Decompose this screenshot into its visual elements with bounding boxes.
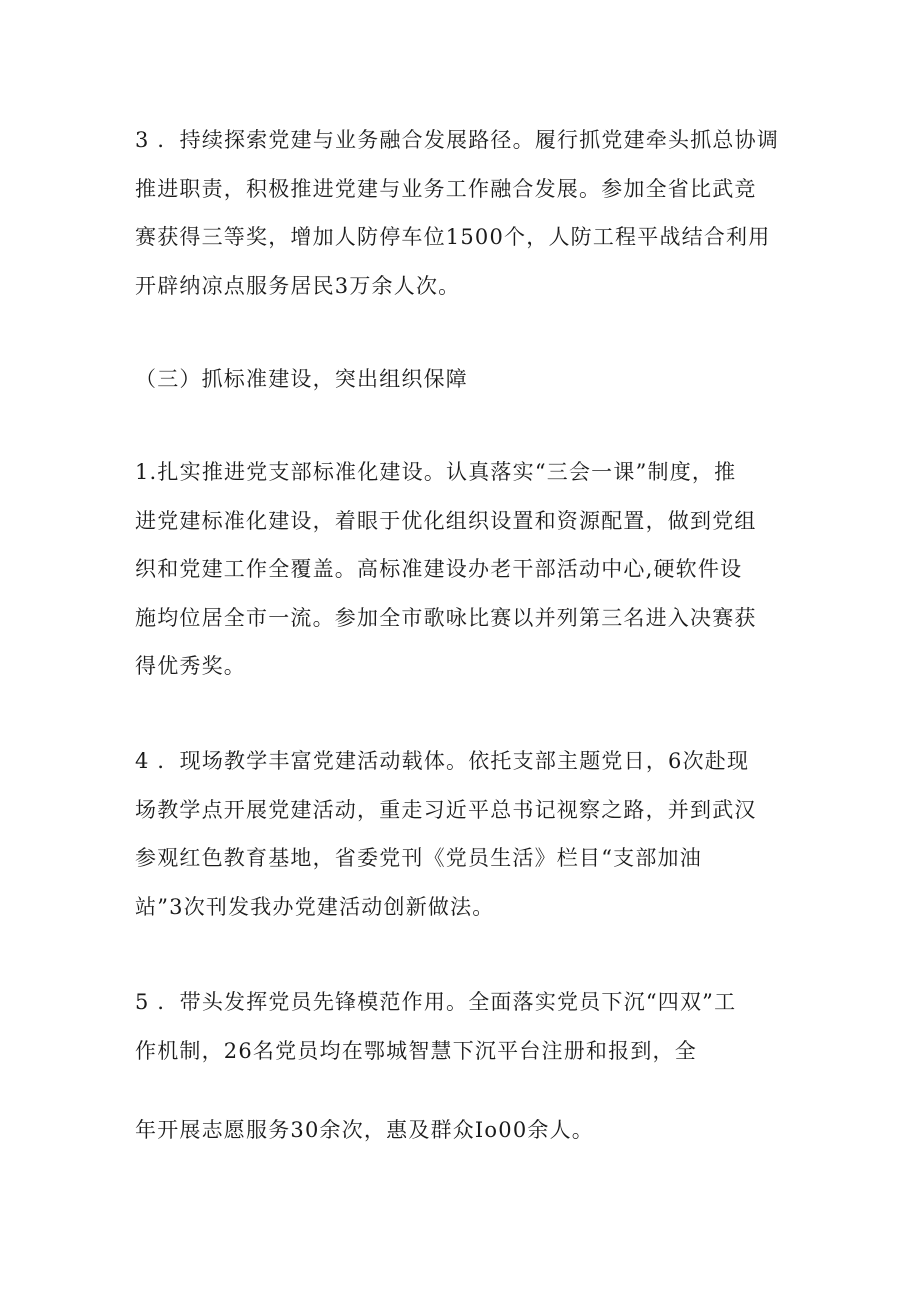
text-line: 参观红色教育基地，省委党刊《党员生活》栏目“支部加油 (135, 846, 702, 870)
text-line: 得优秀奖。 (135, 654, 246, 678)
text-line: 场教学点开展党建活动，重走习近平总书记视察之路，并到武汉 (135, 797, 757, 822)
text-line: 赛获得三等奖，增加人防停车位1500个，人防工程平战结合利用 (135, 225, 771, 249)
paragraph-item-5-vanguard-role (135, 978, 790, 1075)
text-line: 1.扎实推进党支部标准化建设。认真落实“三会一课”制度，推 (135, 460, 737, 484)
text-line: 年开展志愿服务30余次，惠及群众Io00余人。 (135, 1118, 594, 1142)
text-line: 3 ．持续探索党建与业务融合发展路径。履行抓党建牵头抓总协调 (135, 128, 780, 152)
paragraph-item-1-branch-standardization (135, 448, 790, 691)
text-line: 推进职责，积极推进党建与业务工作融合发展。参加全省比武竞 (135, 176, 757, 201)
text-line: 站”3次刊发我办党建活动创新做法。 (135, 894, 495, 919)
paragraph-item-5-continuation (135, 1106, 790, 1155)
text-line: 进党建标准化建设，着眼于优化组织设置和资源配置，做到党组 (135, 508, 757, 533)
text-line: 施均位居全市一流。参加全市歌咏比赛以并列第三名进入决赛获 (135, 605, 757, 630)
text-line: 织和党建工作全覆盖。高标准建设办老干部活动中心,硬软件设 (135, 557, 743, 581)
paragraph-item-3-party-business-integration (135, 116, 790, 310)
text-line: 5 ．带头发挥党员先锋模范作用。全面落实党员下沉“四双”工 (135, 990, 737, 1014)
text-line: 作机制，26名党员均在鄂城智慧下沉平台注册和报到，全 (135, 1038, 697, 1063)
text-line: 4 ．现场教学丰富党建活动载体。依托支部主题党日，6次赴现 (135, 749, 750, 773)
paragraph-item-4-onsite-teaching (135, 737, 790, 931)
section-heading-text: （三）抓标准建设，突出组织保障 (135, 367, 468, 391)
section-heading (135, 355, 790, 404)
text-line: 开辟纳凉点服务居民3万余人次。 (135, 273, 461, 298)
